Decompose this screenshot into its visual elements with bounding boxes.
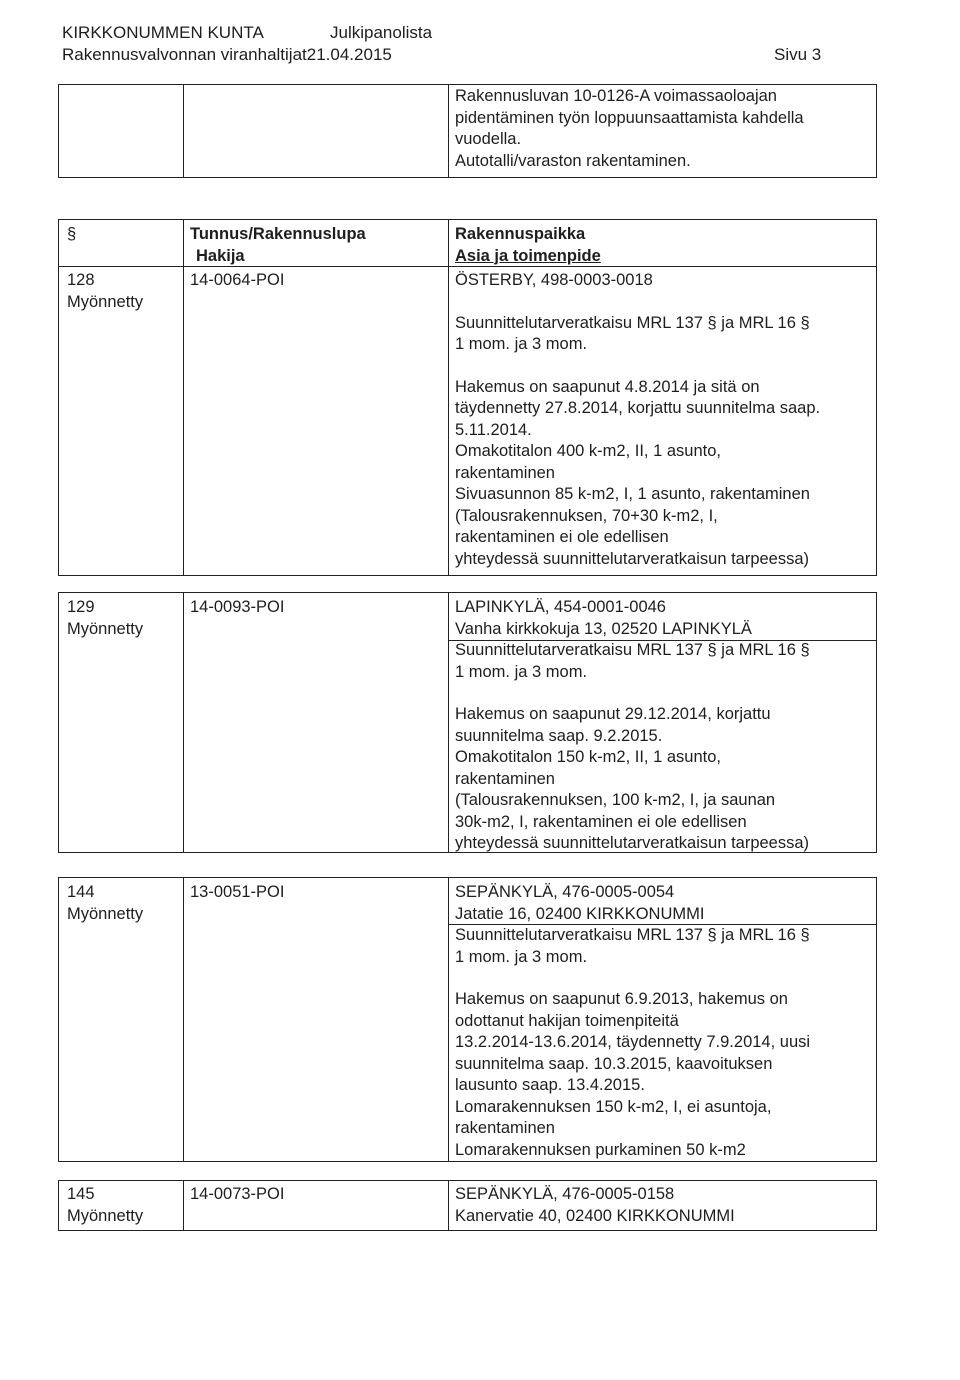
entry-number [67,597,143,640]
description-line: rakentaminen ei ole edellisen [455,528,669,546]
entry-status: Myönnetty [67,619,144,638]
list-title: Julkipanolista [330,23,433,42]
decision-line: Suunnittelutarveratkaisu MRL 137 § ja MRL 16 § [455,926,810,944]
entry-details [455,270,820,570]
decision-line: 1 mom. ja 3 mom. [455,335,588,353]
description-line: suunnitelma saap. 9.2.2015. [455,726,663,745]
location: SEPÄNKYLÄ, 476-0005-0054 [455,883,675,901]
entry-number [67,1184,143,1227]
column-header-action: Asia ja toimenpide [455,246,601,265]
address: Kanervatie 40, 02400 KIRKKONUMMI [455,1206,735,1225]
description-line: suunnitelma saap. 10.3.2015, kaavoituksen [455,1054,773,1073]
entry-145-box [58,1180,877,1231]
blank-line [455,292,820,313]
entry-129-box [58,592,877,853]
decision-line: Suunnittelutarveratkaisu MRL 137 § ja MRL 16 § [455,313,810,332]
location: LAPINKYLÄ, 454-0001-0046 [455,598,666,616]
text-line: Autotalli/varaston rakentaminen. [455,151,691,170]
permit-id: 13-0051-POI [190,883,285,901]
entry-status: Myönnetty [67,292,144,311]
entry-details [455,1184,735,1227]
location: ÖSTERBY, 498-0003-0018 [455,271,653,289]
entry-number-value: 128 [67,271,95,289]
description-line: rakentaminen [455,1119,555,1137]
blank-line [455,968,810,989]
org-name: KIRKKONUMMEN KUNTA [62,23,264,42]
entry-details [455,882,810,1161]
blank-line [455,356,820,377]
text-line: pidentäminen työn loppuunsaattamista kahdella [455,108,804,127]
description-line: Omakotitalon 150 k-m2, II, 1 asunto, [455,748,721,766]
description-line: rakentaminen [455,463,555,482]
column-header-permit-line1: Tunnus/Rakennuslupa [190,225,366,243]
column-header-site-line1: Rakennuspaikka [455,225,586,243]
entry-144-box [58,877,877,1162]
permit-id: 14-0064-POI [190,271,285,289]
description-line: Hakemus on saapunut 6.9.2013, hakemus on [455,990,788,1008]
description-line: 5.11.2014. [455,420,532,439]
column-header-site [455,224,601,267]
description-line: rakentaminen [455,769,555,788]
continuation-text [455,86,804,172]
blank-line [455,683,810,704]
column-header-applicant: Hakija [196,246,245,265]
column-header-permit [190,224,366,267]
text-line: vuodella. [455,130,522,148]
continuation-box [58,84,877,178]
section-symbol-header: § [67,225,77,243]
description-line: 13.2.2014-13.6.2014, täydennetty 7.9.2014, uusi [455,1033,811,1051]
description-line: täydennetty 27.8.2014, korjattu suunnitelma saap. [455,399,821,417]
entry-status: Myönnetty [67,904,144,923]
permit-id: 14-0093-POI [190,598,285,616]
address: Jatatie 16, 02400 KIRKKONUMMI [455,904,705,923]
description-line: (Talousrakennuksen, 70+30 k-m2, I, [455,506,718,525]
page-number: Sivu 3 [774,45,822,64]
description-line: Lomarakennuksen purkaminen 50 k-m2 [455,1140,746,1159]
description-line: Sivuasunnon 85 k-m2, I, 1 asunto, rakentaminen [455,485,810,503]
decision-line: 1 mom. ja 3 mom. [455,947,588,966]
description-line: 30k-m2, I, rakentaminen ei ole edellisen [455,812,747,831]
description-line: yhteydessä suunnittelutarveratkaisun tarpeessa) [455,834,810,852]
description-line: Lomarakennuksen 150 k-m2, I, ei asuntoja, [455,1097,772,1116]
description-line: odottanut hakijan toimenpiteitä [455,1011,679,1030]
description-line: Hakemus on saapunut 4.8.2014 ja sitä on [455,377,760,396]
entry-number-value: 129 [67,598,95,616]
page-subtitle: Rakennusvalvonnan viranhaltijat21.04.2015 [62,45,392,64]
entry-128-box [58,219,877,576]
entry-number-value: 144 [67,883,95,901]
description-line: lausunto saap. 13.4.2015. [455,1076,645,1094]
text-line: Rakennusluvan 10-0126-A voimassaoloajan [455,87,777,105]
description-line: Hakemus on saapunut 29.12.2014, korjattu [455,705,771,723]
entry-number-value: 145 [67,1185,95,1203]
description-line: Omakotitalon 400 k-m2, II, 1 asunto, [455,442,721,460]
address: Vanha kirkkokuja 13, 02520 LAPINKYLÄ [455,619,752,638]
entry-details [455,597,810,855]
entry-number [67,882,143,925]
entry-status: Myönnetty [67,1206,144,1225]
permit-id: 14-0073-POI [190,1185,285,1203]
decision-line: Suunnittelutarveratkaisu MRL 137 § ja MRL 16 § [455,641,810,659]
description-line: (Talousrakennuksen, 100 k-m2, I, ja saunan [455,791,776,809]
location: SEPÄNKYLÄ, 476-0005-0158 [455,1185,675,1203]
decision-line: 1 mom. ja 3 mom. [455,662,588,681]
description-line: yhteydessä suunnittelutarveratkaisun tarpeessa) [455,549,810,568]
entry-number [67,270,143,313]
